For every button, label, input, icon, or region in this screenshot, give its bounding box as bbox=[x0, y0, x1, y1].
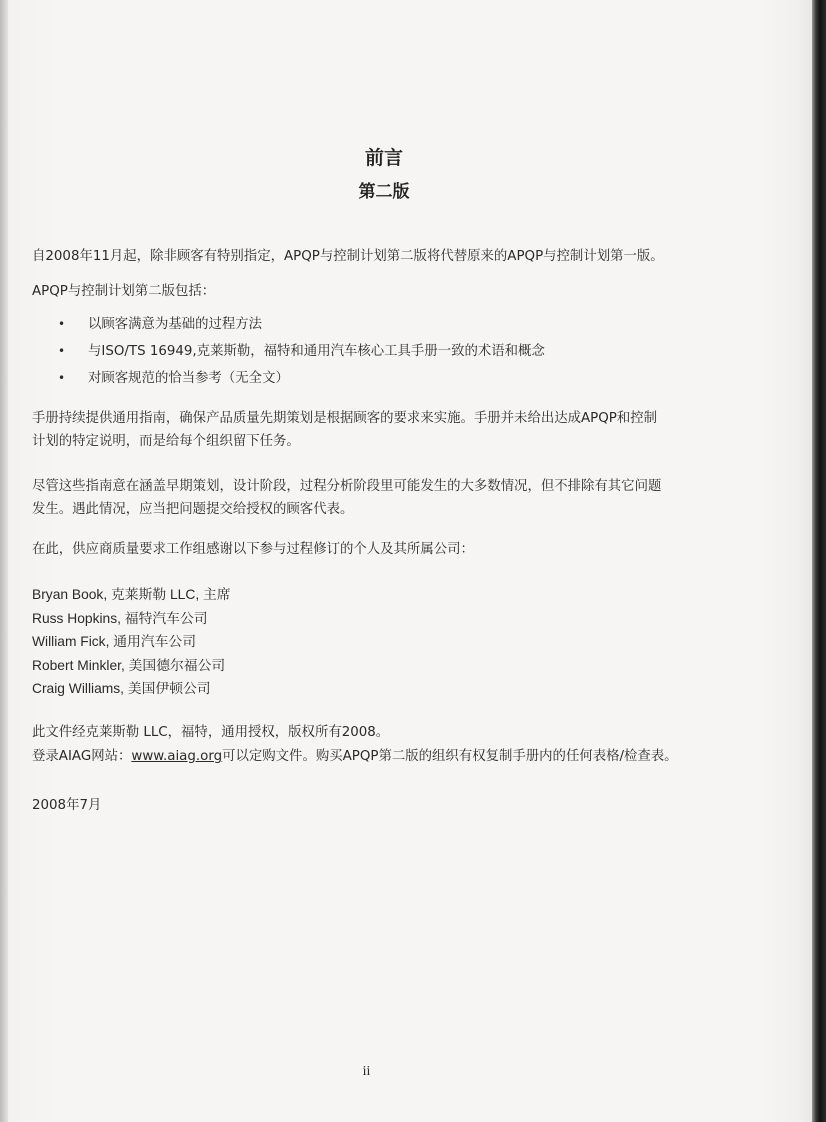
includes-paragraph: APQP与控制计划第二版包括： bbox=[32, 284, 216, 299]
issues-paragraph-line: 尽管这些指南意在涵盖早期策划，设计阶段，过程分析阶段里可能发生的大多数情况，但不排除有其它问题 bbox=[32, 479, 662, 494]
document-date: 2008年7月 bbox=[32, 798, 102, 813]
includes-list bbox=[58, 311, 545, 392]
website-link[interactable]: www.aiag.org bbox=[131, 749, 223, 764]
contributor-entry: Craig Williams, 美国伊顿公司 bbox=[32, 681, 211, 696]
bullet-icon: • bbox=[58, 317, 66, 331]
contributor-entry: Robert Minkler, 美国德尔福公司 bbox=[32, 657, 226, 673]
issues-paragraph-line: 发生。遇此情况，应当把问题提交给授权的顾客代表。 bbox=[32, 502, 354, 517]
page-right-edge-shadow bbox=[812, 0, 826, 1122]
contributor-entry: Russ Hopkins, 福特汽车公司 bbox=[32, 610, 208, 626]
thanks-paragraph: 在此，供应商质量要求工作组感谢以下参与过程修订的个人及其所属公司： bbox=[32, 542, 474, 557]
list-item-text: 以顾客满意为基础的过程方法 bbox=[88, 317, 263, 332]
intro-paragraph: 自2008年11月起，除非顾客有特别指定，APQP与控制计划第二版将代替原来的APQP与控制计划第一版。 bbox=[32, 249, 664, 264]
issues-paragraph bbox=[32, 475, 744, 521]
contributor-entry: William Fick, 通用汽车公司 bbox=[32, 634, 197, 649]
list-item bbox=[58, 365, 545, 392]
website-suffix: 可以定购文件。购买APQP第二版的组织有权复制手册内的任何表格/检查表。 bbox=[222, 749, 678, 764]
page-title: 前言 bbox=[364, 147, 403, 169]
website-paragraph bbox=[32, 745, 744, 768]
list-item-text: 与ISO/TS 16949,克莱斯勒，福特和通用汽车核心工具手册一致的术语和概念 bbox=[88, 344, 545, 359]
manual-paragraph-line: 计划的特定说明，而是给每个组织留下任务。 bbox=[32, 434, 300, 449]
manual-paragraph bbox=[32, 407, 744, 453]
contributors-list bbox=[32, 583, 231, 701]
copyright-paragraph: 此文件经克莱斯勒 LLC，福特，通用授权，版权所有2008。 bbox=[32, 725, 390, 740]
page-number: ii bbox=[362, 1064, 371, 1079]
list-item bbox=[58, 311, 545, 338]
bullet-icon: • bbox=[58, 371, 66, 385]
contributor-entry: Bryan Book, 克莱斯勒 LLC, 主席 bbox=[32, 587, 231, 602]
manual-paragraph-line: 手册持续提供通用指南，确保产品质量先期策划是根据顾客的要求来实施。手册并未给出达成APQP和控制 bbox=[32, 411, 658, 426]
page-subtitle: 第二版 bbox=[358, 182, 410, 202]
list-item-text: 对顾客规范的恰当参考（无全文） bbox=[88, 371, 289, 386]
website-prefix: 登录AIAG网站： bbox=[32, 749, 132, 764]
list-item bbox=[58, 338, 545, 365]
bullet-icon: • bbox=[58, 344, 66, 358]
